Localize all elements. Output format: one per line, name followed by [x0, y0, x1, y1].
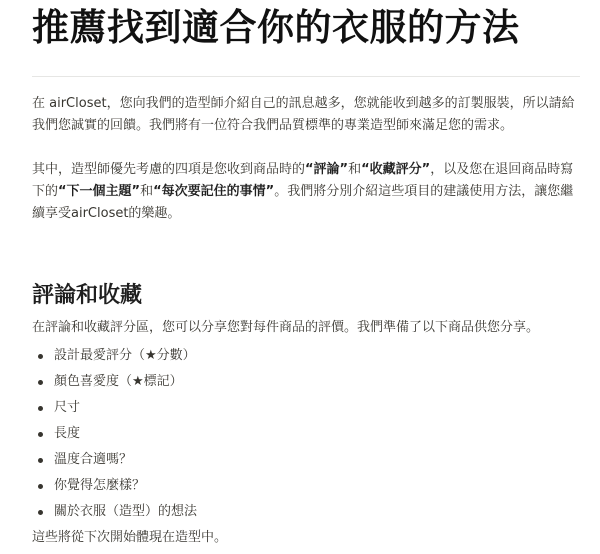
- list-item-label: 長度: [54, 426, 81, 441]
- bullet-dot-icon: [38, 484, 43, 489]
- list-item: [32, 499, 578, 525]
- section-intro: 在評論和收藏評分區，您可以分享您對每件商品的評價。我們準備了以下商品供您分享。: [32, 320, 540, 335]
- section-closing: 這些將從下次開始體現在造型中。: [32, 530, 228, 545]
- list-item-label: 關於衣服（造型）的想法: [54, 504, 198, 519]
- list-item-label: 顏色喜愛度（★標記）: [54, 374, 183, 389]
- list-item-label: 你覺得怎麼樣？: [54, 478, 146, 493]
- bullet-dot-icon: [38, 432, 43, 437]
- list-item-label: 設計最愛評分（★分數）: [54, 348, 196, 363]
- rating-items-list: [32, 343, 578, 525]
- intro-paragraph-2: [32, 159, 578, 225]
- list-item: [32, 421, 578, 447]
- list-item-label: 溫度合適嗎？: [54, 452, 133, 467]
- list-item: [32, 395, 578, 421]
- intro-p2-text-e: ，以及您在退回商品時寫下的: [32, 162, 574, 199]
- intro-paragraph-1: 在 airCloset，您向我們的造型師介紹自己的訊息越多，您就能收到越多的訂製服裝，所以請給我們您誠實的回饋。我們將有一位符合我們品質標準的專業造型師來滿足您的需求。: [32, 96, 575, 133]
- intro-p2-text-c: 和: [348, 162, 362, 177]
- keyword-next-theme: “下一個主題”: [58, 184, 141, 199]
- list-item: [32, 447, 578, 473]
- page-title: 推薦找到適合你的衣服的方法: [32, 6, 520, 49]
- intro-p2-text-a: 其中，造型師優先考慮的四項是您收到商品時的: [32, 162, 306, 177]
- bullet-dot-icon: [38, 380, 43, 385]
- list-item: [32, 369, 578, 395]
- keyword-things-to-remember: “每次要記住的事情”: [153, 184, 275, 199]
- bullet-dot-icon: [38, 406, 43, 411]
- intro-p2-text-i: 。我們將分別介紹這些項目的建議使用方法，讓您繼續享受airCloset的樂趣。: [32, 184, 574, 221]
- bullet-dot-icon: [38, 510, 43, 515]
- list-item: [32, 473, 578, 499]
- bullet-dot-icon: [38, 458, 43, 463]
- list-item-label: 尺寸: [54, 400, 81, 415]
- keyword-favorite-rating: “收藏評分”: [361, 162, 431, 177]
- title-divider: [32, 76, 580, 77]
- bullet-dot-icon: [38, 354, 43, 359]
- list-item: [32, 343, 578, 369]
- keyword-review: “評論”: [305, 162, 349, 177]
- section-heading-reviews: 評論和收藏: [32, 283, 143, 308]
- intro-p2-text-g: 和: [140, 184, 154, 199]
